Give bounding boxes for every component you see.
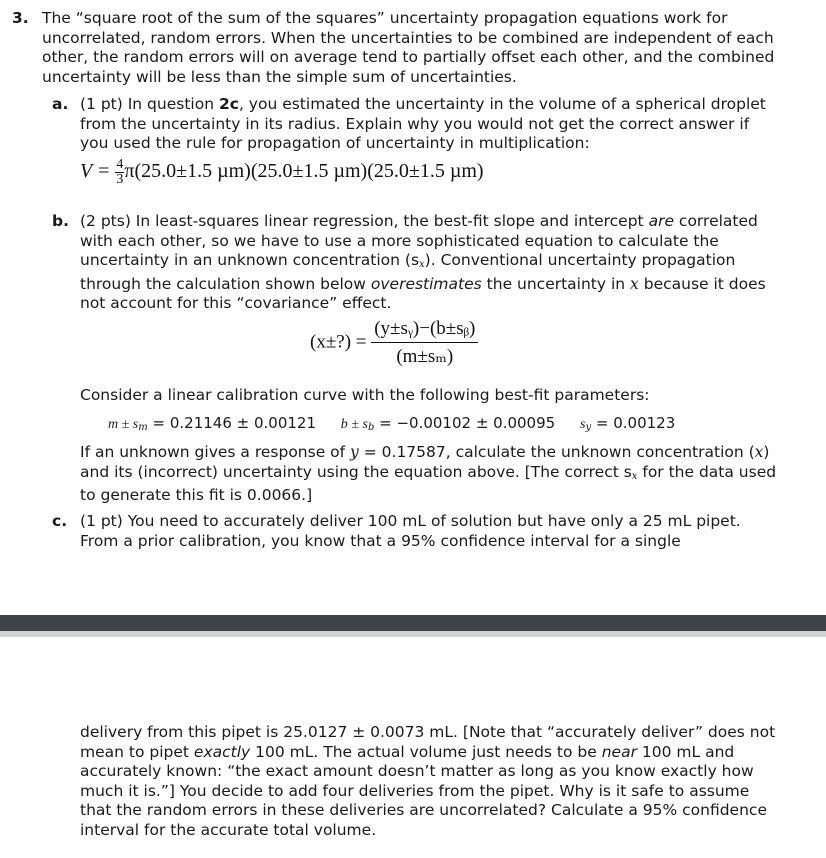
question-intro: The “square root of the sum of the squares” uncertainty propagation equations work for uncorrelated, random errors. When the uncertainties to be combined are independent of each other, the random errors will on average tend to partially offset each other, and the combined uncertainty will be less than the simple sum of uncertainties. [42, 9, 775, 86]
volume-equation [80, 158, 484, 187]
part-c [52, 512, 782, 551]
page-break-divider [0, 615, 826, 631]
part-b-text: (2 pts) In least-squares linear regression, the best-fit slope and intercept are correlated with each other, so we have to use a more sophisticated equation to calculate the uncertainty in an unknown concentration $(s_x)$. Conventional uncertainty propagation through the calculation shown below overestimates the uncertainty in x because it does not account for this “covariance” effect. [80, 212, 766, 313]
part-c-text-top: (1 pt) You need to accurately deliver 100 mL of solution but have only a 25 mL pipet. From a prior calibration, you know that a 95% confidence interval for a single [80, 512, 741, 550]
part-b-label: b. [52, 212, 69, 230]
part-a [52, 95, 782, 154]
four-thirds-fraction: $\frac{4}{3}$ [116, 157, 124, 187]
param-sy: $s_y = 0.00123$ [579, 414, 676, 433]
part-a-text: (1 pt) In question 2c, you estimated the uncertainty in the volume of a spherical droplet from the uncertainty in its radius. Explain why you would not get the correct answer if you used the rule for propagation of uncertainty in multiplication: [80, 95, 766, 153]
question-3 [12, 9, 792, 87]
conc-eq-lhs: (x±?) = [310, 331, 367, 353]
fit-parameters [108, 414, 695, 433]
part-c-label: c. [52, 512, 68, 530]
param-slope: $m \pm s_m = 0.21146 \pm 0.00121$ [108, 414, 317, 433]
question-number: 3. [12, 9, 29, 27]
part-a-label: a. [52, 95, 69, 113]
question-ref: 2c [218, 95, 239, 113]
concentration-equation [310, 318, 478, 368]
part-b-followup: If an unknown gives a response of y = 0.17587, calculate the unknown concentration (x) and its (incorrect) uncertainty using the equation above. [The correct $s_x$ for the data used to generate this fit is 0.0066.] [80, 443, 777, 505]
param-intercept: $b \pm s_b = -0.00102 \pm 0.00095$ [340, 414, 556, 433]
conc-eq-numerator: (y±sᵧ)−(b±sᵦ) [371, 318, 478, 343]
volume-eq-lhs: V = [80, 160, 111, 183]
part-c-text-bottom: delivery from this pipet is 25.0127 ± 0.0073 mL. [Note that “accurately deliver” does not mean to pipet exactly 100 mL. The actual volume just needs to be near 100 mL and accurately known: “the exact amount doesn’t matter as long as you know exactly how much it is.”] You decide to add four deliveries from the pipet. Why is it safe to assume that the random errors in these deliveries are uncorrelated? Calculate a 95% confidence interval for the accurate total volume. [80, 723, 776, 839]
volume-eq-rhs: π(25.0±1.5 µm)(25.0±1.5 µm)(25.0±1.5 µm) [124, 160, 484, 183]
part-b [52, 212, 782, 314]
conc-eq-denominator: (m±sₘ) [396, 346, 454, 367]
page-break-shadow [0, 631, 826, 637]
conc-eq-fraction [371, 318, 478, 368]
consider-text: Consider a linear calibration curve with the following best-fit parameters: [80, 386, 650, 404]
